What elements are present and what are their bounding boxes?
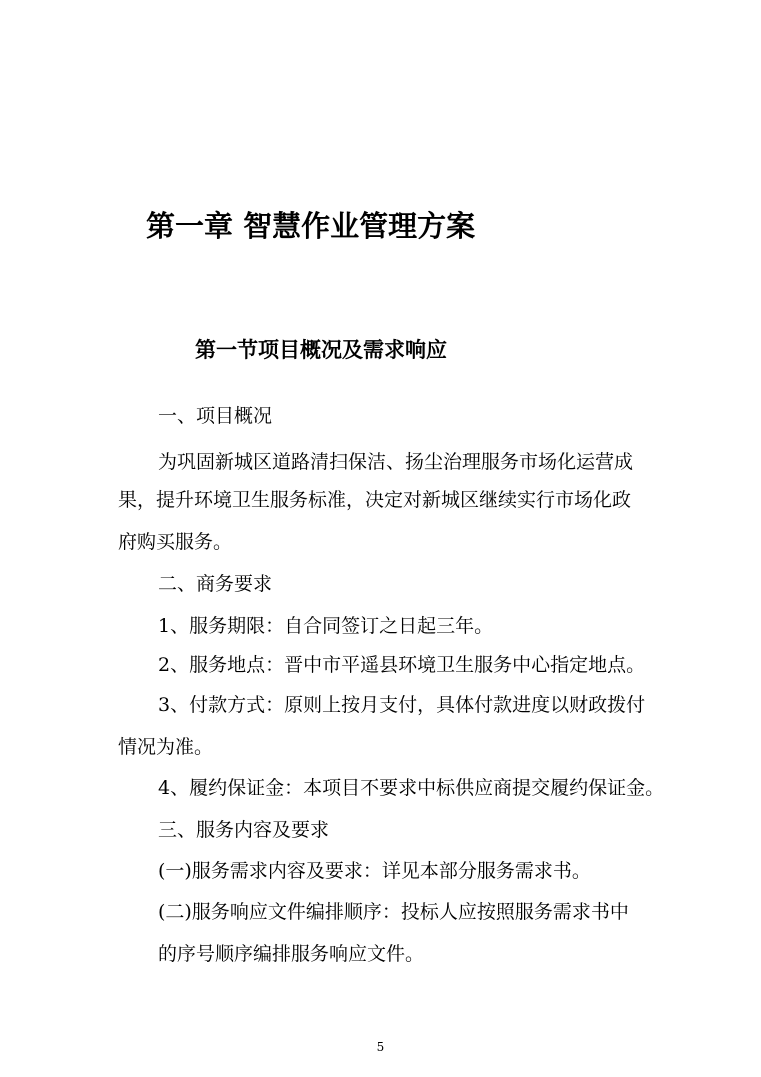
- heading-service-content: 三、服务内容及要求: [158, 819, 330, 841]
- chapter-title: 第一章 智慧作业管理方案: [146, 209, 476, 243]
- list-item-continuation: 情况为准。: [118, 736, 214, 758]
- list-item: 3、付款方式：原则上按月支付，具体付款进度以财政拨付: [158, 694, 646, 716]
- list-item: 1、服务期限：自合同签订之日起三年。: [158, 615, 494, 637]
- paragraph-line: 果，提升环境卫生服务标准，决定对新城区继续实行市场化政: [118, 489, 632, 511]
- heading-project-overview: 一、项目概况: [158, 405, 273, 427]
- sub-item-continuation: 的序号顺序编排服务响应文件。: [158, 943, 425, 965]
- sub-item: (二)服务响应文件编排顺序：投标人应按照服务需求书中: [158, 901, 629, 923]
- paragraph-line: 为巩固新城区道路清扫保洁、扬尘治理服务市场化运营成: [158, 451, 634, 473]
- sub-item: (一)服务需求内容及要求：详见本部分服务需求书。: [158, 860, 591, 882]
- list-item: 2、服务地点：晋中市平遥县环境卫生服务中心指定地点。: [158, 654, 646, 676]
- list-item: 4、履约保证金：本项目不要求中标供应商提交履约保证金。: [158, 777, 665, 799]
- paragraph-line: 府购买服务。: [118, 531, 233, 553]
- heading-business-requirements: 二、商务要求: [158, 573, 273, 595]
- page-number: 5: [376, 1040, 385, 1054]
- section-title: 第一节项目概况及需求响应: [195, 337, 447, 362]
